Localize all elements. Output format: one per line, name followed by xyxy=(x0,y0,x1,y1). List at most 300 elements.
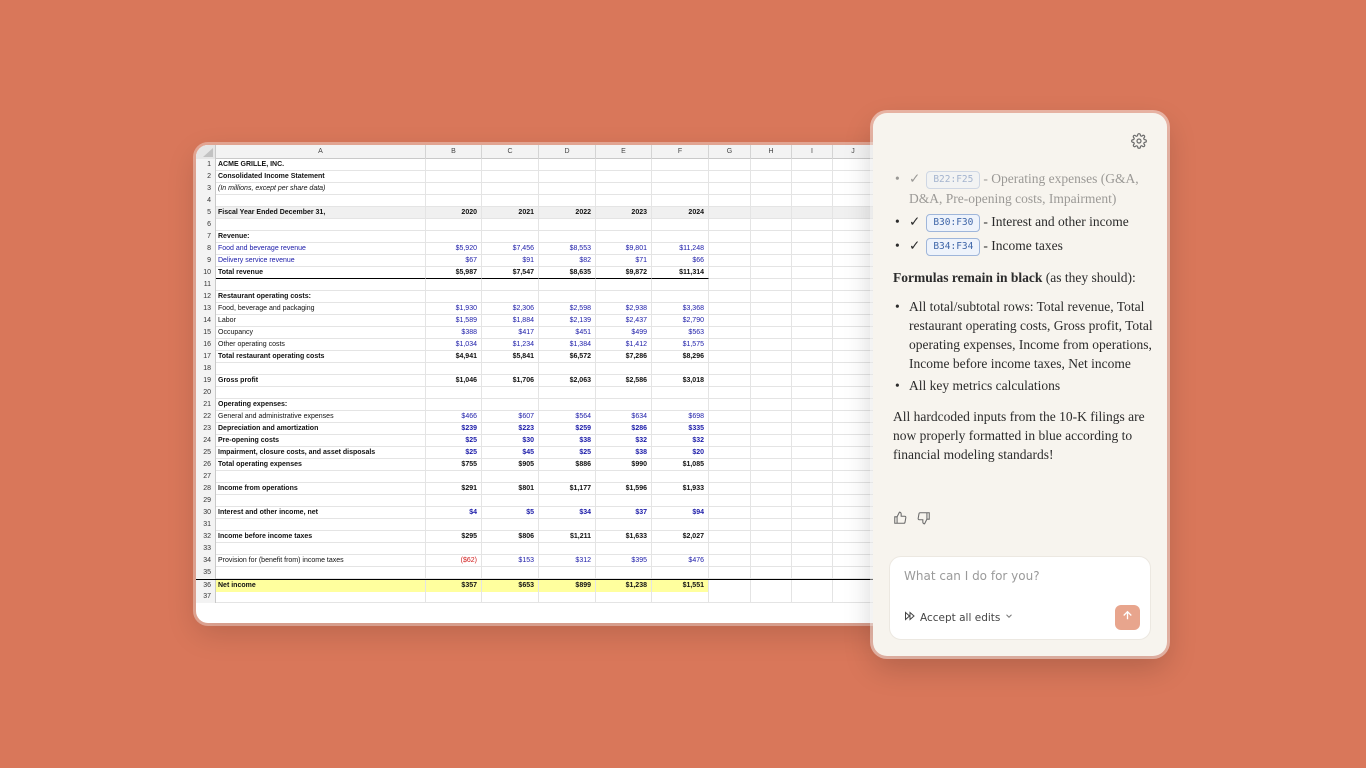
column-header[interactable]: I xyxy=(792,145,833,159)
cell-value[interactable] xyxy=(652,543,709,555)
cell-value[interactable]: $801 xyxy=(482,483,539,495)
cell-value[interactable]: $357 xyxy=(426,580,482,592)
cell-value[interactable]: $7,286 xyxy=(596,351,652,363)
cell-label[interactable] xyxy=(216,195,426,207)
cell-label[interactable] xyxy=(216,591,426,603)
cell-value[interactable]: $1,933 xyxy=(652,483,709,495)
cell-empty[interactable] xyxy=(833,495,874,507)
row-number[interactable]: 37 xyxy=(196,591,216,603)
cell-empty[interactable] xyxy=(833,339,874,351)
cell-empty[interactable] xyxy=(833,207,874,219)
cell-value[interactable]: $388 xyxy=(426,327,482,339)
cell-value[interactable]: $5,920 xyxy=(426,243,482,255)
cell-empty[interactable] xyxy=(833,363,874,375)
cell-value[interactable] xyxy=(539,471,596,483)
column-header[interactable]: F xyxy=(652,145,709,159)
cell-value[interactable]: $2,586 xyxy=(596,375,652,387)
cell-label[interactable]: Consolidated Income Statement xyxy=(216,171,426,183)
cell-value[interactable]: $1,412 xyxy=(596,339,652,351)
cell-empty[interactable] xyxy=(751,531,792,543)
cell-value[interactable] xyxy=(652,183,709,195)
cell-empty[interactable] xyxy=(751,171,792,183)
cell-value[interactable] xyxy=(426,543,482,555)
cell-value[interactable] xyxy=(426,471,482,483)
cell-value[interactable]: 2020 xyxy=(426,207,482,219)
cell-empty[interactable] xyxy=(792,255,833,267)
cell-empty[interactable] xyxy=(792,207,833,219)
cell-empty[interactable] xyxy=(751,555,792,567)
cell-label[interactable]: Food, beverage and packaging xyxy=(216,303,426,315)
cell-value[interactable] xyxy=(596,279,652,291)
cell-value[interactable]: $1,930 xyxy=(426,303,482,315)
cell-empty[interactable] xyxy=(709,159,751,171)
cell-value[interactable]: $9,801 xyxy=(596,243,652,255)
cell-value[interactable]: $2,598 xyxy=(539,303,596,315)
cell-empty[interactable] xyxy=(709,483,751,495)
column-header[interactable]: J xyxy=(833,145,874,159)
cell-value[interactable]: $286 xyxy=(596,423,652,435)
cell-label[interactable] xyxy=(216,387,426,399)
cell-empty[interactable] xyxy=(751,447,792,459)
cell-value[interactable] xyxy=(482,363,539,375)
cell-empty[interactable] xyxy=(709,387,751,399)
cell-empty[interactable] xyxy=(709,495,751,507)
row-number[interactable]: 35 xyxy=(196,567,216,579)
cell-empty[interactable] xyxy=(792,567,833,579)
row-number[interactable]: 21 xyxy=(196,399,216,411)
cell-value[interactable]: $886 xyxy=(539,459,596,471)
cell-empty[interactable] xyxy=(833,399,874,411)
cell-value[interactable] xyxy=(539,363,596,375)
cell-value[interactable]: 2023 xyxy=(596,207,652,219)
cell-value[interactable]: $755 xyxy=(426,459,482,471)
cell-empty[interactable] xyxy=(833,315,874,327)
cell-empty[interactable] xyxy=(751,207,792,219)
cell-empty[interactable] xyxy=(709,291,751,303)
cell-empty[interactable] xyxy=(833,507,874,519)
cell-value[interactable] xyxy=(539,219,596,231)
cell-value[interactable] xyxy=(652,291,709,303)
cell-value[interactable]: $1,589 xyxy=(426,315,482,327)
cell-empty[interactable] xyxy=(792,231,833,243)
cell-empty[interactable] xyxy=(792,531,833,543)
cell-value[interactable]: $66 xyxy=(652,255,709,267)
cell-value[interactable] xyxy=(596,567,652,579)
cell-empty[interactable] xyxy=(833,291,874,303)
cell-empty[interactable] xyxy=(709,183,751,195)
cell-empty[interactable] xyxy=(792,291,833,303)
cell-label[interactable] xyxy=(216,543,426,555)
row-number[interactable]: 2 xyxy=(196,171,216,183)
cell-empty[interactable] xyxy=(709,339,751,351)
cell-empty[interactable] xyxy=(709,543,751,555)
cell-value[interactable] xyxy=(482,519,539,531)
cell-value[interactable]: $905 xyxy=(482,459,539,471)
range-chip[interactable]: B34:F34 xyxy=(926,238,980,256)
cell-value[interactable] xyxy=(652,471,709,483)
cell-value[interactable]: $2,437 xyxy=(596,315,652,327)
cell-value[interactable]: $153 xyxy=(482,555,539,567)
column-header[interactable]: C xyxy=(482,145,539,159)
cell-value[interactable]: $335 xyxy=(652,423,709,435)
cell-empty[interactable] xyxy=(751,363,792,375)
cell-value[interactable]: $3,368 xyxy=(652,303,709,315)
cell-label[interactable]: Restaurant operating costs: xyxy=(216,291,426,303)
cell-empty[interactable] xyxy=(833,459,874,471)
cell-empty[interactable] xyxy=(792,435,833,447)
cell-empty[interactable] xyxy=(751,411,792,423)
cell-value[interactable]: $4,941 xyxy=(426,351,482,363)
cell-value[interactable]: $71 xyxy=(596,255,652,267)
cell-empty[interactable] xyxy=(792,183,833,195)
range-chip[interactable]: B22:F25 xyxy=(926,171,980,189)
cell-empty[interactable] xyxy=(709,207,751,219)
cell-value[interactable]: $30 xyxy=(482,435,539,447)
cell-value[interactable]: $9,872 xyxy=(596,267,652,279)
cell-value[interactable] xyxy=(482,231,539,243)
cell-empty[interactable] xyxy=(709,195,751,207)
select-all-corner[interactable] xyxy=(196,145,216,159)
cell-label[interactable]: Revenue: xyxy=(216,231,426,243)
cell-value[interactable] xyxy=(596,291,652,303)
cell-value[interactable] xyxy=(539,399,596,411)
cell-empty[interactable] xyxy=(709,411,751,423)
cell-empty[interactable] xyxy=(833,171,874,183)
row-number[interactable]: 13 xyxy=(196,303,216,315)
cell-value[interactable]: $25 xyxy=(426,435,482,447)
cell-empty[interactable] xyxy=(833,555,874,567)
cell-value[interactable] xyxy=(596,363,652,375)
row-number[interactable]: 18 xyxy=(196,363,216,375)
cell-empty[interactable] xyxy=(792,375,833,387)
cell-empty[interactable] xyxy=(792,339,833,351)
cell-value[interactable] xyxy=(482,159,539,171)
cell-empty[interactable] xyxy=(833,327,874,339)
cell-empty[interactable] xyxy=(751,351,792,363)
cell-empty[interactable] xyxy=(751,507,792,519)
cell-value[interactable] xyxy=(596,591,652,603)
cell-value[interactable] xyxy=(426,591,482,603)
cell-empty[interactable] xyxy=(792,555,833,567)
cell-empty[interactable] xyxy=(751,399,792,411)
cell-value[interactable] xyxy=(426,183,482,195)
cell-value[interactable] xyxy=(596,195,652,207)
cell-empty[interactable] xyxy=(751,339,792,351)
cell-value[interactable] xyxy=(596,399,652,411)
cell-empty[interactable] xyxy=(833,231,874,243)
cell-value[interactable]: $653 xyxy=(482,580,539,592)
row-number[interactable]: 26 xyxy=(196,459,216,471)
cell-value[interactable] xyxy=(596,471,652,483)
cell-value[interactable] xyxy=(426,159,482,171)
cell-label[interactable]: Food and beverage revenue xyxy=(216,243,426,255)
row-number[interactable]: 15 xyxy=(196,327,216,339)
cell-value[interactable]: $259 xyxy=(539,423,596,435)
cell-label[interactable]: Total operating expenses xyxy=(216,459,426,471)
thumbs-down-icon[interactable] xyxy=(917,511,931,525)
cell-empty[interactable] xyxy=(709,591,751,603)
column-header[interactable]: G xyxy=(709,145,751,159)
cell-empty[interactable] xyxy=(751,495,792,507)
cell-label[interactable]: Total revenue xyxy=(216,267,426,279)
cell-value[interactable]: $1,384 xyxy=(539,339,596,351)
cell-empty[interactable] xyxy=(751,423,792,435)
cell-label[interactable]: Fiscal Year Ended December 31, xyxy=(216,207,426,219)
cell-value[interactable]: $7,547 xyxy=(482,267,539,279)
cell-value[interactable]: $2,938 xyxy=(596,303,652,315)
cell-empty[interactable] xyxy=(833,243,874,255)
cell-empty[interactable] xyxy=(792,495,833,507)
cell-label[interactable]: Other operating costs xyxy=(216,339,426,351)
cell-empty[interactable] xyxy=(833,483,874,495)
cell-value[interactable]: $1,551 xyxy=(652,580,709,592)
cell-value[interactable] xyxy=(539,231,596,243)
cell-value[interactable] xyxy=(426,219,482,231)
cell-label[interactable]: Depreciation and amortization xyxy=(216,423,426,435)
cell-empty[interactable] xyxy=(751,231,792,243)
cell-value[interactable] xyxy=(482,471,539,483)
cell-label[interactable]: ACME GRILLE, INC. xyxy=(216,159,426,171)
send-button[interactable] xyxy=(1115,605,1140,630)
cell-empty[interactable] xyxy=(792,591,833,603)
row-number[interactable]: 16 xyxy=(196,339,216,351)
cell-empty[interactable] xyxy=(792,459,833,471)
cell-value[interactable] xyxy=(539,591,596,603)
cell-value[interactable]: $1,177 xyxy=(539,483,596,495)
cell-value[interactable]: 2022 xyxy=(539,207,596,219)
cell-empty[interactable] xyxy=(833,159,874,171)
row-number[interactable]: 3 xyxy=(196,183,216,195)
cell-label[interactable]: Impairment, closure costs, and asset disposals xyxy=(216,447,426,459)
cell-value[interactable]: $476 xyxy=(652,555,709,567)
cell-empty[interactable] xyxy=(792,423,833,435)
cell-empty[interactable] xyxy=(709,399,751,411)
row-number[interactable]: 28 xyxy=(196,483,216,495)
cell-empty[interactable] xyxy=(709,375,751,387)
cell-value[interactable]: $564 xyxy=(539,411,596,423)
cell-value[interactable]: $634 xyxy=(596,411,652,423)
cell-label[interactable] xyxy=(216,279,426,291)
cell-empty[interactable] xyxy=(751,159,792,171)
cell-value[interactable] xyxy=(539,567,596,579)
cell-empty[interactable] xyxy=(751,219,792,231)
cell-value[interactable] xyxy=(482,399,539,411)
cell-label[interactable] xyxy=(216,519,426,531)
cell-empty[interactable] xyxy=(833,471,874,483)
cell-value[interactable]: $4 xyxy=(426,507,482,519)
cell-value[interactable]: $1,211 xyxy=(539,531,596,543)
row-number[interactable]: 14 xyxy=(196,315,216,327)
cell-empty[interactable] xyxy=(792,315,833,327)
cell-empty[interactable] xyxy=(792,351,833,363)
cell-value[interactable]: $499 xyxy=(596,327,652,339)
cell-value[interactable]: $25 xyxy=(426,447,482,459)
row-number[interactable]: 8 xyxy=(196,243,216,255)
cell-value[interactable] xyxy=(652,195,709,207)
cell-value[interactable] xyxy=(426,363,482,375)
row-number[interactable]: 11 xyxy=(196,279,216,291)
cell-empty[interactable] xyxy=(833,255,874,267)
cell-empty[interactable] xyxy=(751,195,792,207)
cell-value[interactable]: 2021 xyxy=(482,207,539,219)
cell-empty[interactable] xyxy=(709,567,751,579)
cell-empty[interactable] xyxy=(751,471,792,483)
cell-value[interactable]: $8,296 xyxy=(652,351,709,363)
column-header[interactable]: B xyxy=(426,145,482,159)
cell-empty[interactable] xyxy=(709,459,751,471)
cell-empty[interactable] xyxy=(751,567,792,579)
cell-empty[interactable] xyxy=(833,351,874,363)
cell-value[interactable] xyxy=(482,387,539,399)
row-number[interactable]: 27 xyxy=(196,471,216,483)
spreadsheet-grid[interactable] xyxy=(196,145,896,603)
cell-empty[interactable] xyxy=(833,375,874,387)
cell-label[interactable]: Gross profit xyxy=(216,375,426,387)
cell-empty[interactable] xyxy=(751,267,792,279)
cell-empty[interactable] xyxy=(792,447,833,459)
cell-value[interactable] xyxy=(426,279,482,291)
cell-empty[interactable] xyxy=(833,195,874,207)
cell-empty[interactable] xyxy=(792,519,833,531)
cell-value[interactable] xyxy=(426,171,482,183)
cell-value[interactable]: $1,234 xyxy=(482,339,539,351)
cell-value[interactable]: $223 xyxy=(482,423,539,435)
cell-value[interactable] xyxy=(652,219,709,231)
cell-empty[interactable] xyxy=(792,507,833,519)
cell-value[interactable]: $38 xyxy=(596,447,652,459)
cell-empty[interactable] xyxy=(751,519,792,531)
cell-empty[interactable] xyxy=(709,267,751,279)
cell-value[interactable]: $20 xyxy=(652,447,709,459)
row-number[interactable]: 36 xyxy=(196,580,216,592)
cell-value[interactable]: $899 xyxy=(539,580,596,592)
cell-value[interactable]: $2,027 xyxy=(652,531,709,543)
cell-value[interactable] xyxy=(596,495,652,507)
cell-empty[interactable] xyxy=(709,279,751,291)
cell-value[interactable]: $466 xyxy=(426,411,482,423)
cell-empty[interactable] xyxy=(709,519,751,531)
column-header[interactable]: A xyxy=(216,145,426,159)
cell-value[interactable] xyxy=(596,219,652,231)
cell-empty[interactable] xyxy=(709,327,751,339)
cell-label[interactable]: General and administrative expenses xyxy=(216,411,426,423)
cell-value[interactable]: $7,456 xyxy=(482,243,539,255)
cell-value[interactable] xyxy=(539,495,596,507)
cell-value[interactable]: $8,553 xyxy=(539,243,596,255)
cell-value[interactable] xyxy=(596,519,652,531)
cell-value[interactable]: $91 xyxy=(482,255,539,267)
cell-empty[interactable] xyxy=(709,531,751,543)
cell-empty[interactable] xyxy=(792,279,833,291)
row-number[interactable]: 23 xyxy=(196,423,216,435)
cell-empty[interactable] xyxy=(709,219,751,231)
column-header[interactable]: E xyxy=(596,145,652,159)
cell-value[interactable] xyxy=(426,387,482,399)
cell-empty[interactable] xyxy=(709,231,751,243)
row-number[interactable]: 6 xyxy=(196,219,216,231)
cell-label[interactable]: Operating expenses: xyxy=(216,399,426,411)
cell-empty[interactable] xyxy=(833,543,874,555)
cell-value[interactable] xyxy=(539,519,596,531)
cell-value[interactable]: $2,790 xyxy=(652,315,709,327)
cell-value[interactable] xyxy=(652,159,709,171)
cell-empty[interactable] xyxy=(751,483,792,495)
row-number[interactable]: 7 xyxy=(196,231,216,243)
cell-empty[interactable] xyxy=(709,435,751,447)
row-number[interactable]: 5 xyxy=(196,207,216,219)
cell-value[interactable]: $451 xyxy=(539,327,596,339)
cell-empty[interactable] xyxy=(709,471,751,483)
range-chip[interactable]: B30:F30 xyxy=(926,214,980,232)
cell-value[interactable]: $5 xyxy=(482,507,539,519)
cell-value[interactable] xyxy=(539,183,596,195)
row-number[interactable]: 10 xyxy=(196,267,216,279)
cell-value[interactable] xyxy=(426,231,482,243)
cell-value[interactable]: $607 xyxy=(482,411,539,423)
cell-empty[interactable] xyxy=(792,171,833,183)
cell-empty[interactable] xyxy=(709,507,751,519)
cell-empty[interactable] xyxy=(709,423,751,435)
cell-value[interactable] xyxy=(596,159,652,171)
cell-value[interactable]: $37 xyxy=(596,507,652,519)
cell-empty[interactable] xyxy=(833,447,874,459)
cell-value[interactable]: $1,238 xyxy=(596,580,652,592)
cell-empty[interactable] xyxy=(833,411,874,423)
cell-label[interactable] xyxy=(216,567,426,579)
cell-value[interactable]: $1,046 xyxy=(426,375,482,387)
cell-value[interactable]: $1,596 xyxy=(596,483,652,495)
cell-value[interactable] xyxy=(596,543,652,555)
cell-value[interactable] xyxy=(426,567,482,579)
cell-value[interactable]: $5,987 xyxy=(426,267,482,279)
cell-value[interactable]: $32 xyxy=(652,435,709,447)
cell-empty[interactable] xyxy=(709,315,751,327)
cell-empty[interactable] xyxy=(751,435,792,447)
cell-value[interactable]: $1,085 xyxy=(652,459,709,471)
gear-icon[interactable] xyxy=(1131,133,1147,149)
cell-empty[interactable] xyxy=(751,543,792,555)
cell-value[interactable] xyxy=(482,219,539,231)
cell-empty[interactable] xyxy=(751,243,792,255)
cell-value[interactable]: $67 xyxy=(426,255,482,267)
cell-empty[interactable] xyxy=(751,591,792,603)
cell-value[interactable] xyxy=(596,171,652,183)
cell-value[interactable] xyxy=(482,195,539,207)
cell-empty[interactable] xyxy=(751,315,792,327)
cell-empty[interactable] xyxy=(751,459,792,471)
cell-value[interactable] xyxy=(652,279,709,291)
cell-empty[interactable] xyxy=(751,255,792,267)
cell-empty[interactable] xyxy=(792,327,833,339)
row-number[interactable]: 31 xyxy=(196,519,216,531)
row-number[interactable]: 30 xyxy=(196,507,216,519)
cell-value[interactable]: $1,633 xyxy=(596,531,652,543)
cell-empty[interactable] xyxy=(833,183,874,195)
cell-value[interactable] xyxy=(482,279,539,291)
row-number[interactable]: 34 xyxy=(196,555,216,567)
cell-value[interactable]: $45 xyxy=(482,447,539,459)
cell-empty[interactable] xyxy=(833,387,874,399)
cell-empty[interactable] xyxy=(709,351,751,363)
row-number[interactable]: 32 xyxy=(196,531,216,543)
cell-empty[interactable] xyxy=(751,279,792,291)
row-number[interactable]: 25 xyxy=(196,447,216,459)
cell-empty[interactable] xyxy=(833,591,874,603)
cell-value[interactable] xyxy=(426,495,482,507)
cell-empty[interactable] xyxy=(833,303,874,315)
cell-value[interactable]: $1,575 xyxy=(652,339,709,351)
cell-value[interactable]: $8,635 xyxy=(539,267,596,279)
